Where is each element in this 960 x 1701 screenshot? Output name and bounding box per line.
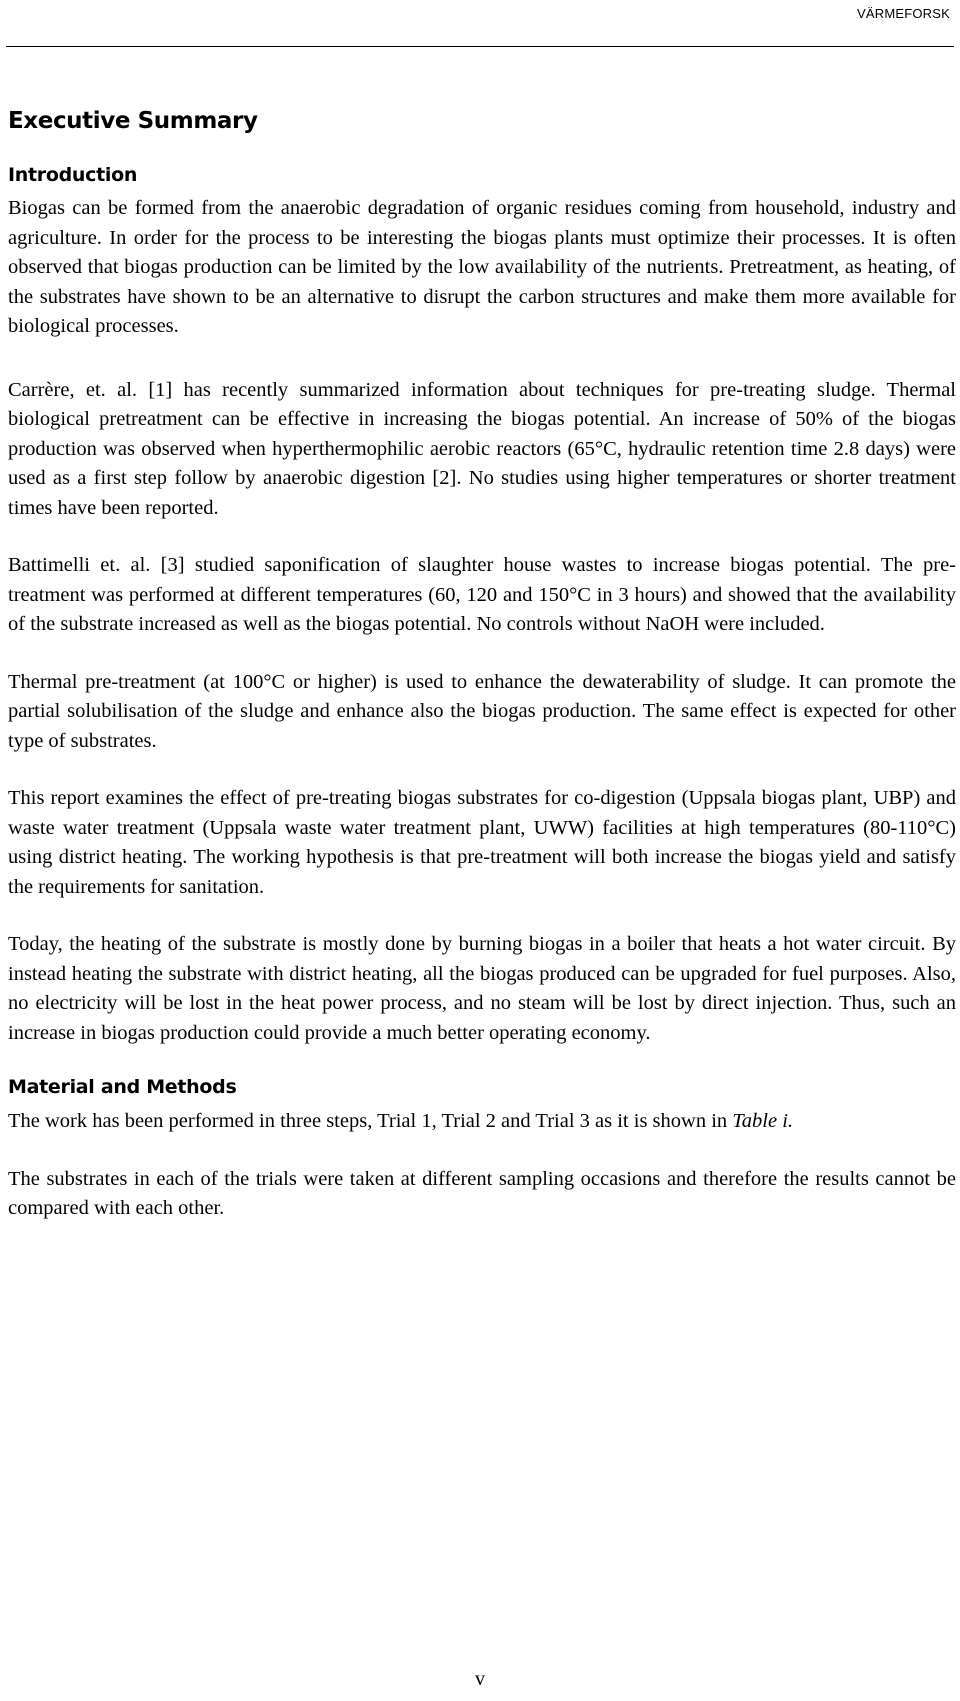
intro-paragraph-3: Battimelli et. al. [3] studied saponification of slaughter house wastes to increase biogas potential. The pre-treatment was performed at different temperatures (60, 120 and 150°C in 3 hours) and showed that the availability of the substrate increased as well as the biogas potential. No controls without NaOH were included.	[8, 554, 956, 636]
section-heading-methods: Material and Methods	[8, 1076, 237, 1099]
document-body	[8, 108, 956, 1252]
table-reference: Table i.	[732, 1110, 794, 1133]
intro-paragraph-6: Today, the heating of the substrate is mostly done by burning biogas in a boiler that heats a hot water circuit. By instead heating the substrate with district heating, all the biogas produced can be upgraded for fuel purposes. Also, no electricity will be lost in the heat power process, and no steam will be lost by direct injection. Thus, such an increase in biogas production could provide a much better operating economy.	[8, 933, 956, 1044]
methods-paragraph-2: The substrates in each of the trials were taken at different sampling occasions and therefore the results cannot be compared with each other.	[8, 1167, 956, 1220]
header-divider	[6, 46, 954, 47]
methods-paragraph-1-text: The work has been performed in three steps, Trial 1, Trial 2 and Trial 3 as it is shown in	[8, 1110, 733, 1133]
section-heading-introduction: Introduction	[8, 163, 138, 186]
page-title: Executive Summary	[8, 108, 258, 134]
page-number: v	[475, 1668, 485, 1690]
intro-paragraph-2: Carrère, et. al. [1] has recently summarized information about techniques for pre-treating sludge. Thermal biological pretreatment can be effective in increasing the biogas potential. An increase of 50% of the biogas production was observed when hyperthermophilic aerobic reactors (65°C, hydraulic retention time 2.8 days) were used as a first step follow by anaerobic digestion [2]. No studies using higher temperatures or shorter treatment times have been reported.	[8, 378, 956, 519]
header-organization: VÄRMEFORSK	[856, 6, 950, 21]
intro-paragraph-1: Biogas can be formed from the anaerobic degradation of organic residues coming from household, industry and agriculture. In order for the process to be interesting the biogas plants must optimize their processes. It is often observed that biogas production can be limited by the low availability of the nutrients. Pretreatment, as heating, of the substrates have shown to be an alternative to disrupt the carbon structures and make them more available for biological processes.	[8, 197, 956, 338]
intro-paragraph-5: This report examines the effect of pre-treating biogas substrates for co-digestion (Uppsala biogas plant, UBP) and waste water treatment (Uppsala waste water treatment plant, UWW) facilities at high temperatures (80-110°C) using district heating. The working hypothesis is that pre-treatment will both increase the biogas yield and satisfy the requirements for sanitation.	[8, 787, 956, 898]
intro-paragraph-4: Thermal pre-treatment (at 100°C or higher) is used to enhance the dewaterability of sludge. It can promote the partial solubilisation of the sludge and enhance also the biogas production. The same effect is expected for other type of substrates.	[8, 670, 956, 752]
methods-paragraph-1	[8, 1107, 956, 1137]
